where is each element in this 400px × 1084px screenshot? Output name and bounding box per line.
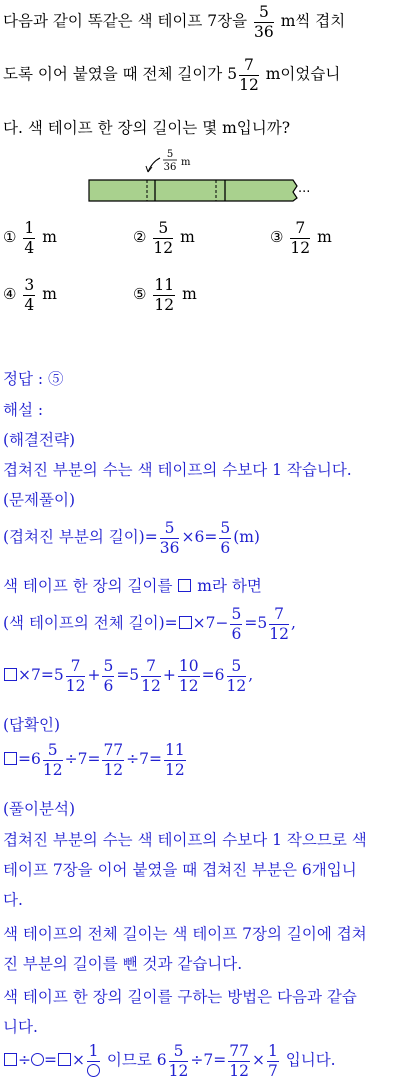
equation-check: =6 $\frac{5}{12}$ ÷7= $\frac{77}{12}$ ÷7= $\frac{11}{12}$: [3, 742, 188, 778]
analysis-label: (풀이분석): [3, 800, 75, 818]
problem-text: 다. 색 테이프 한 장의 길이는 몇 m입니까?: [3, 119, 291, 137]
tape-diagram: [88, 148, 318, 208]
fraction: $\frac{5}{36}$: [254, 3, 274, 41]
let-statement: 색 테이프 한 장의 길이를 m라 하면: [3, 577, 262, 595]
overlap-label-num: 5: [166, 149, 174, 160]
unknown-box: [4, 752, 17, 765]
solve-label: (문제풀이): [3, 491, 75, 509]
problem-text: m이었습니: [260, 65, 341, 84]
unknown-box: [178, 579, 191, 592]
problem-line-3: [3, 116, 290, 138]
analysis-text-4: 색 테이프의 전체 길이는 색 테이프 7장의 길이에 겹쳐: [3, 925, 367, 943]
option-5[interactable]: ⑤ $\frac{11}{12}$ m: [133, 276, 197, 314]
analysis-text-2: 테이프 7장을 이어 붙였을 때 겹쳐진 부분은 6개입니: [3, 861, 357, 879]
answer-line: 정답 : ⑤: [3, 370, 64, 388]
problem-text: 도록 이어 붙였을 때 전체 길이가 5: [3, 65, 238, 84]
option-4[interactable]: ④ $\frac{3}{4}$ m: [3, 276, 57, 314]
analysis-text-1: 겹쳐진 부분의 수는 색 테이프의 수보다 1 작으므로 색: [3, 831, 367, 849]
formula-line: ÷ = × 1 이므로 6 $\frac{5}{12}$ ÷7= $\frac{77}{12}$ × $\frac{1}{7}$ 입니다.: [3, 1043, 336, 1079]
strategy-text: 겹쳐진 부분의 수는 색 테이프의 수보다 1 작습니다.: [3, 461, 352, 479]
unknown-box: [4, 668, 17, 681]
equation-total-length: (색 테이프의 전체 길이)= ×7− $\frac{5}{6}$ =5 $\frac{7}{12}$ ,: [3, 605, 296, 643]
problem-line-2: [3, 57, 340, 93]
problem-line-1: [3, 4, 345, 40]
ellipsis: ···: [298, 185, 311, 200]
overlap-label-den: 36: [163, 162, 177, 173]
problem-text: m씩 겹치: [275, 12, 346, 31]
circle-symbol: [31, 1053, 44, 1066]
analysis-text-5: 진 부분의 길이를 뺀 것과 같습니다.: [3, 955, 243, 973]
tape-strip: [89, 180, 297, 201]
problem-text: 다음과 같이 똑같은 색 테이프 7장을: [3, 12, 253, 31]
option-3[interactable]: ③ $\frac{7}{12}$ m: [270, 219, 332, 257]
option-2[interactable]: ② $\frac{5}{12}$ m: [133, 219, 195, 257]
option-1[interactable]: ① $\frac{1}{4}$ m: [3, 219, 57, 257]
square-symbol: [4, 1053, 17, 1066]
square-symbol: [58, 1053, 71, 1066]
equation-overlap-length: (겹쳐진 부분의 길이)= $\frac{5}{36}$ ×6= $\frac{5}{6}$ (m): [3, 519, 260, 557]
fraction: $\frac{7}{12}$: [239, 56, 259, 94]
check-label: (답확인): [3, 716, 61, 734]
unknown-box: [179, 616, 192, 629]
circle-symbol: [87, 1064, 100, 1077]
analysis-text-6: 색 테이프 한 장의 길이를 구하는 방법은 다음과 같습: [3, 988, 357, 1006]
equation-solve-box: ×7=5 $\frac{7}{12}$ + $\frac{5}{6}$ =5 $\frac{7}{12}$ + $\frac{10}{12}$ =6 $\frac{5}{12}$ ,: [3, 658, 253, 694]
overlap-label-unit: m: [181, 157, 191, 168]
analysis-text-3: 다.: [3, 891, 23, 909]
explanation-heading: 해설 :: [3, 401, 44, 419]
strategy-label: (해결전략): [3, 431, 75, 449]
analysis-text-7: 니다.: [3, 1018, 38, 1036]
